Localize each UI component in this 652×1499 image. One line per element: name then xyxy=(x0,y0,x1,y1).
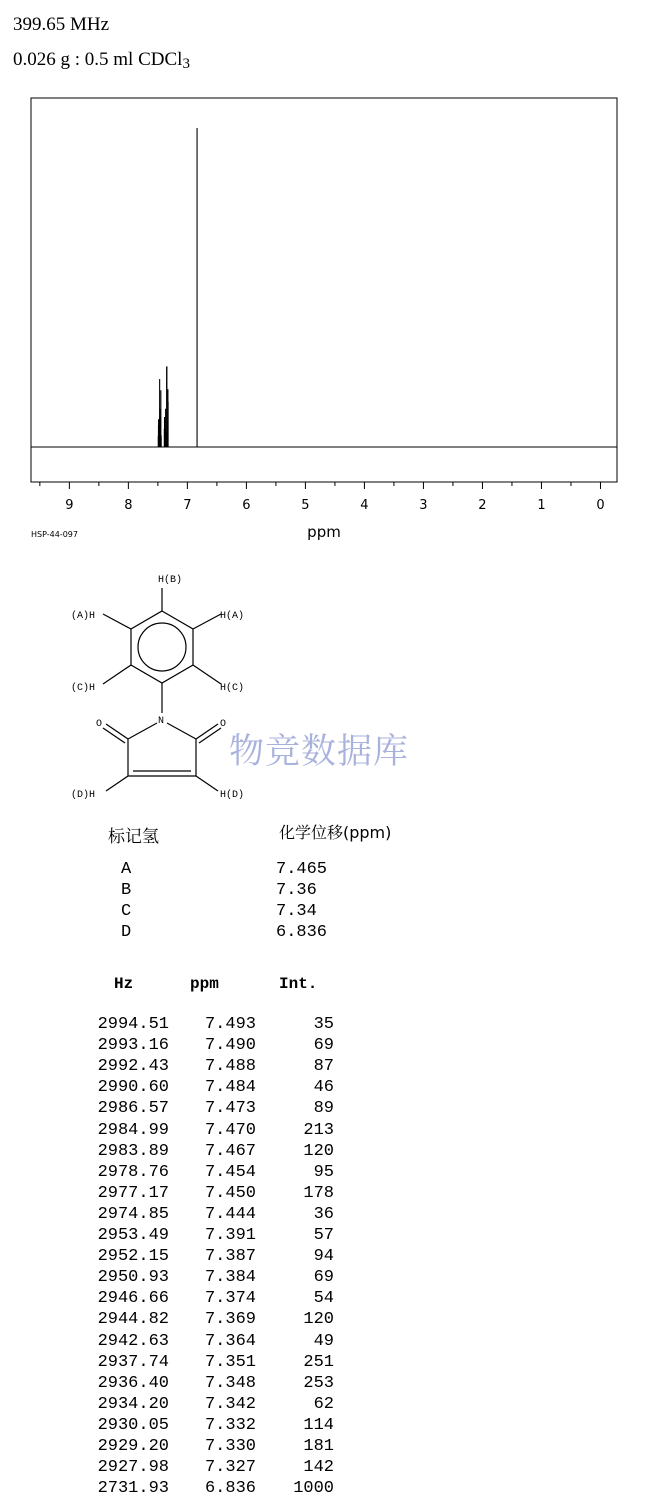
cell-ppm: 7.348 xyxy=(204,1373,256,1393)
cell-hz: 2978.76 xyxy=(97,1162,169,1182)
atom-label-o-right: O xyxy=(220,719,227,730)
assignment-header-label: 标记氢 xyxy=(108,827,159,847)
assignment-row xyxy=(0,901,652,922)
bond-ha-left xyxy=(103,614,131,629)
assignment-shift: 7.465 xyxy=(276,860,328,879)
cell-hz: 2944.82 xyxy=(97,1310,169,1330)
cell-int: 54 xyxy=(313,1289,334,1309)
cell-ppm: 7.470 xyxy=(204,1120,256,1140)
atom-label-hb: H(B) xyxy=(158,575,183,586)
atom-label-hd-left: (D)H xyxy=(71,790,96,801)
atom-label-hc-right: H(C) xyxy=(220,683,245,694)
col-header-hz: Hz xyxy=(114,975,134,993)
aromatic-circle xyxy=(138,623,186,671)
x-tick-label: 4 xyxy=(360,498,369,513)
cell-ppm: 7.374 xyxy=(204,1289,256,1309)
spectrometer-frequency: 399.65 MHz xyxy=(13,14,110,35)
cell-int: 213 xyxy=(303,1120,334,1140)
atom-label-ha-right: H(A) xyxy=(220,611,245,622)
plot-frame xyxy=(31,98,617,482)
cell-hz: 2986.57 xyxy=(97,1099,169,1119)
x-axis-label: ppm xyxy=(307,523,341,541)
cell-hz: 2950.93 xyxy=(97,1268,169,1288)
cell-hz: 2937.74 xyxy=(97,1352,169,1372)
sample-concentration xyxy=(13,49,190,71)
table-row xyxy=(0,1373,652,1394)
bond-hd-right xyxy=(196,776,218,791)
table-row xyxy=(0,1225,652,1246)
bond-co-left xyxy=(106,724,128,739)
cell-int: 57 xyxy=(313,1226,334,1245)
cell-ppm: 7.493 xyxy=(204,1015,256,1034)
cell-ppm: 7.490 xyxy=(204,1036,256,1056)
cell-int: 253 xyxy=(303,1373,334,1393)
assignment-row xyxy=(0,922,652,943)
table-row xyxy=(0,1098,652,1119)
cell-ppm: 6.836 xyxy=(204,1479,256,1499)
cell-ppm: 7.473 xyxy=(204,1099,256,1119)
table-row xyxy=(0,1457,652,1478)
table-row xyxy=(0,1204,652,1225)
table-row xyxy=(0,1415,652,1436)
spectrum-peaks xyxy=(158,128,197,447)
cell-hz: 2952.15 xyxy=(97,1247,169,1267)
cell-ppm: 7.484 xyxy=(204,1078,256,1098)
cell-ppm: 7.391 xyxy=(204,1226,256,1245)
assignment-shift: 6.836 xyxy=(276,923,328,942)
cell-hz: 2927.98 xyxy=(97,1458,169,1478)
cell-ppm: 7.342 xyxy=(204,1394,256,1414)
table-row xyxy=(0,1162,652,1183)
cell-hz: 2977.17 xyxy=(97,1183,169,1203)
cell-int: 95 xyxy=(313,1162,334,1182)
x-tick-label: 5 xyxy=(301,498,310,513)
cell-hz: 2929.20 xyxy=(97,1437,169,1456)
table-row xyxy=(0,1141,652,1162)
bond-co-right xyxy=(196,724,218,739)
assignment-row xyxy=(0,859,652,880)
cell-int: 49 xyxy=(313,1331,334,1351)
cell-ppm: 7.351 xyxy=(204,1352,256,1372)
cell-hz: 2934.20 xyxy=(97,1394,169,1414)
cell-ppm: 7.467 xyxy=(204,1141,256,1161)
bond-co-left-2 xyxy=(103,728,125,743)
table-row xyxy=(0,1394,652,1415)
cell-ppm: 7.454 xyxy=(204,1162,256,1182)
cell-ppm: 7.450 xyxy=(204,1183,256,1203)
cell-int: 69 xyxy=(313,1268,334,1288)
table-row xyxy=(0,1246,652,1267)
cell-int: 87 xyxy=(313,1057,334,1077)
cell-hz: 2984.99 xyxy=(97,1120,169,1140)
nmr-spectrum-chart xyxy=(0,90,652,550)
assignment-label: A xyxy=(121,860,132,879)
cell-int: 120 xyxy=(303,1310,334,1330)
cell-hz: 2993.16 xyxy=(97,1036,169,1056)
cell-ppm: 7.330 xyxy=(204,1437,256,1456)
cell-hz: 2731.93 xyxy=(97,1479,169,1499)
cell-int: 1000 xyxy=(293,1479,334,1499)
bond-n-c-left xyxy=(128,723,157,739)
x-tick-label: 0 xyxy=(596,498,605,513)
table-row xyxy=(0,1309,652,1330)
x-tick-label: 6 xyxy=(242,498,251,513)
benzene-ring xyxy=(131,611,193,683)
cell-int: 178 xyxy=(303,1183,334,1203)
cell-hz: 2936.40 xyxy=(97,1373,169,1393)
x-axis-ticks xyxy=(40,482,605,513)
bond-hd-left xyxy=(106,776,128,791)
assignment-shift: 7.34 xyxy=(276,902,317,921)
x-tick-label: 1 xyxy=(537,498,546,513)
table-row xyxy=(0,1035,652,1056)
spectrum-code: HSP-44-097 xyxy=(31,530,78,539)
bond-hc-right xyxy=(193,665,221,684)
x-tick-label: 9 xyxy=(65,498,74,513)
cell-ppm: 7.444 xyxy=(204,1204,256,1224)
assignment-label: C xyxy=(121,902,132,921)
x-tick-label: 8 xyxy=(124,498,133,513)
cell-int: 35 xyxy=(313,1015,334,1034)
sample-text: 0.026 g : 0.5 ml CDCl xyxy=(13,49,183,70)
cell-int: 46 xyxy=(313,1078,334,1098)
table-row xyxy=(0,1352,652,1373)
cell-int: 114 xyxy=(303,1415,334,1435)
watermark: 物竞数据库 xyxy=(229,732,410,772)
cell-ppm: 7.384 xyxy=(204,1268,256,1288)
col-header-int: Int. xyxy=(279,975,318,993)
bond-hc-left xyxy=(103,665,131,684)
assignment-shift: 7.36 xyxy=(276,881,317,900)
x-tick-label: 3 xyxy=(419,498,428,513)
cell-hz: 2990.60 xyxy=(97,1078,169,1098)
cell-ppm: 7.488 xyxy=(204,1057,256,1077)
bond-n-c-right xyxy=(167,723,196,739)
cell-ppm: 7.327 xyxy=(204,1458,256,1478)
assignment-label: B xyxy=(121,881,132,900)
x-tick-label: 2 xyxy=(478,498,487,513)
assignment-header-shift: 化学位移(ppm) xyxy=(279,823,392,842)
cell-int: 94 xyxy=(313,1247,334,1267)
table-row xyxy=(0,1014,652,1035)
cell-int: 36 xyxy=(313,1204,334,1224)
bond-ha-right xyxy=(193,614,221,629)
x-tick-label: 7 xyxy=(183,498,192,513)
assignment-row xyxy=(0,880,652,901)
atom-label-o-left: O xyxy=(96,719,103,730)
cell-hz: 2942.63 xyxy=(97,1331,169,1351)
table-row xyxy=(0,1120,652,1141)
table-row xyxy=(0,1267,652,1288)
cell-hz: 2974.85 xyxy=(97,1204,169,1224)
cell-hz: 2983.89 xyxy=(97,1141,169,1161)
table-row xyxy=(0,1056,652,1077)
cell-int: 62 xyxy=(313,1394,334,1414)
cell-hz: 2992.43 xyxy=(97,1057,169,1077)
cell-hz: 2994.51 xyxy=(97,1015,169,1034)
cell-int: 69 xyxy=(313,1036,334,1056)
table-row xyxy=(0,1077,652,1098)
assignment-label: D xyxy=(121,923,132,942)
table-row xyxy=(0,1183,652,1204)
table-row xyxy=(0,1436,652,1457)
atom-label-ha-left: (A)H xyxy=(71,611,96,622)
atom-label-hd-right: H(D) xyxy=(220,790,245,801)
sample-subscript: 3 xyxy=(182,56,190,72)
cell-int: 89 xyxy=(313,1099,334,1119)
cell-int: 142 xyxy=(303,1458,334,1478)
cell-hz: 2946.66 xyxy=(97,1289,169,1309)
table-row xyxy=(0,1288,652,1309)
cell-hz: 2953.49 xyxy=(97,1226,169,1245)
atom-label-hc-left: (C)H xyxy=(71,683,96,694)
cell-ppm: 7.364 xyxy=(204,1331,256,1351)
table-row xyxy=(0,1478,652,1499)
cell-hz: 2930.05 xyxy=(97,1415,169,1435)
cell-ppm: 7.332 xyxy=(204,1415,256,1435)
bond-co-right-2 xyxy=(199,728,221,743)
atom-label-n: N xyxy=(158,716,165,727)
cell-ppm: 7.387 xyxy=(204,1247,256,1267)
cell-ppm: 7.369 xyxy=(204,1310,256,1330)
cell-int: 181 xyxy=(303,1437,334,1456)
col-header-ppm: ppm xyxy=(190,975,219,993)
cell-int: 120 xyxy=(303,1141,334,1161)
table-row xyxy=(0,1331,652,1352)
cell-int: 251 xyxy=(303,1352,334,1372)
